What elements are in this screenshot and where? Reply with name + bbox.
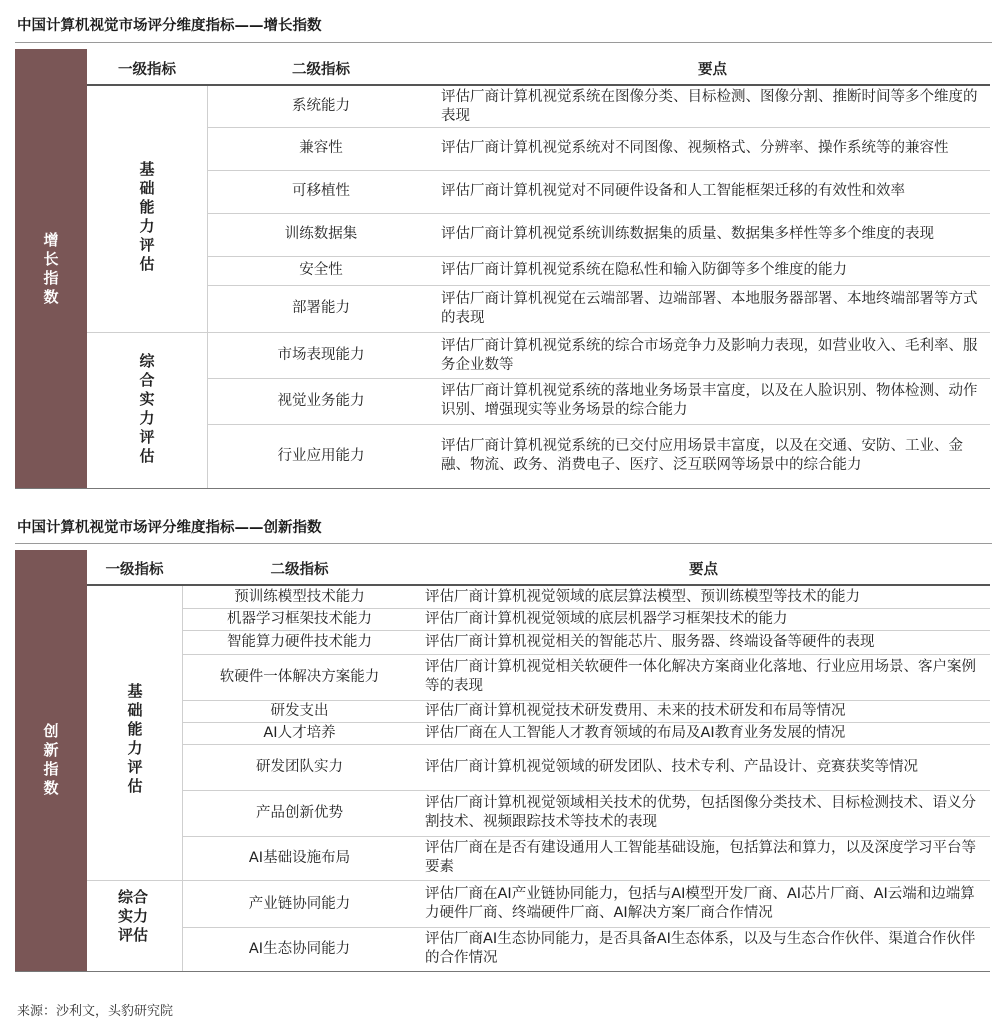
section1-row-3-desc — [441, 170, 986, 213]
section2-row-1-desc-text: 评估厂商计算机视觉领域的底层算法模型、预训练模型等技术的能力 — [425, 588, 860, 605]
section2-row-6-desc-text: 评估厂商在人工智能人才教育领域的布局及AI教育业务发展的情况 — [425, 724, 846, 741]
section2-row-5-desc — [425, 700, 985, 722]
section1-row-6-desc — [441, 285, 986, 332]
section1-row-3-name: 可移植性 — [292, 183, 350, 199]
section1-group-comprehensive: 综合实力评估 — [139, 352, 155, 465]
section1-bottom-rule — [15, 488, 990, 489]
section1-row-2-desc-text: 评估厂商计算机视觉系统对不同图像、视频格式、分辨率、操作系统等的兼容性 — [441, 140, 949, 156]
section2-row-7-desc-text: 评估厂商计算机视觉领域的研发团队、技术专利、产品设计、竞赛获奖等情况 — [425, 758, 918, 775]
section1-row-6-name: 部署能力 — [292, 300, 350, 316]
section1-row-1-name: 系统能力 — [292, 98, 350, 114]
section2-row-4-name: 软硬件一体解决方案能力 — [219, 668, 380, 685]
section1-row-4-desc-text: 评估厂商计算机视觉系统训练数据集的质量、数据集多样性等多个维度的表现 — [441, 226, 934, 242]
section2-row-9-desc — [425, 836, 985, 880]
section2-row-10-desc-text: 评估厂商在AI产业链协同能力，包括与AI模型开发厂商、AI芯片厂商、AI云端和边端算力硬件厂商、终端硬件厂商、AI解决方案厂商合作情况 — [425, 886, 975, 921]
section1-row-9-desc — [441, 424, 986, 488]
section1-header-level2: 二级指标 — [292, 62, 350, 78]
section2-index-band — [15, 550, 87, 971]
section1-row-7-desc-text: 评估厂商计算机视觉系统的综合市场竞争力及影响力表现，如营业收入、毛利率、服务企业数等 — [441, 337, 978, 373]
section2-row-5-desc-text: 评估厂商计算机视觉技术研发费用、未来的技术研发和布局等情况 — [425, 702, 846, 719]
section2-bottom-rule — [15, 971, 990, 972]
section2-row-1-desc — [425, 586, 985, 608]
section2-row-9-desc-text: 评估厂商在是否有建设通用人工智能基础设施，包括算法和算力，以及深度学习平台等要素 — [425, 840, 976, 875]
section2-row-8-name: 产品创新优势 — [256, 804, 343, 821]
section2-header-level1: 一级指标 — [105, 562, 164, 578]
section2-row-2-name: 机器学习框架技术能力 — [227, 610, 372, 627]
section2-row-6-desc — [425, 722, 985, 744]
section2-row-4-desc — [425, 654, 985, 700]
section2-row-10-desc — [425, 881, 985, 927]
section2-row-8-desc — [425, 790, 985, 836]
section2-row-7-desc — [425, 744, 985, 790]
section1-row-5-desc-text: 评估厂商计算机视觉系统在隐私性和输入防御等多个维度的能力 — [441, 262, 847, 278]
section1-title: 中国计算机视觉市场评分维度指标——增长指数 — [17, 18, 322, 34]
section1-index-band — [15, 49, 87, 488]
section1-row-8-desc-text: 评估厂商计算机视觉系统的落地业务场景丰富度，以及在人脸识别、物体检测、动作识别、增强现实等业务场景的综合能力 — [441, 383, 978, 418]
section2-row-10-name: 产业链协同能力 — [248, 895, 351, 912]
section2-row-7-name: 研发团队实力 — [256, 758, 343, 775]
section2-row-8-desc-text: 评估厂商计算机视觉领域相关技术的优势，包括图像分类技术、目标检测技术、语义分割技术、视频跟踪技术等技术的表现 — [425, 795, 976, 830]
section1-header-level1: 一级指标 — [118, 62, 176, 78]
section1-row-9-desc-text: 评估厂商计算机视觉系统的已交付应用场景丰富度，以及在交通、安防、工业、金融、物流、政务、消费电子、医疗、泛互联网等场景中的综合能力 — [441, 438, 963, 473]
section2-group-basic: 基础能力评估 — [127, 682, 143, 795]
section1-header-points: 要点 — [698, 62, 727, 78]
section1-row-3-desc-text: 评估厂商计算机视觉对不同硬件设备和人工智能框架迁移的有效性和效率 — [441, 183, 905, 199]
section1-row-1-desc — [441, 86, 986, 127]
section2-row-11-desc — [425, 927, 985, 971]
section2-row-9-name: AI基础设施布局 — [248, 849, 351, 866]
section2-row-2-desc-text: 评估厂商计算机视觉领域的底层机器学习框架技术的能力 — [425, 610, 788, 627]
section2-row-3-desc — [425, 630, 985, 654]
section1-index-label: 增长指数 — [43, 231, 59, 306]
section1-row-5-name: 安全性 — [299, 262, 343, 278]
section1-row-6-desc-text: 评估厂商计算机视觉在云端部署、边端部署、本地服务器部署、本地终端部署等方式的表现 — [441, 290, 978, 326]
section2-row-4-desc-text: 评估厂商计算机视觉相关软硬件一体化解决方案商业化落地、行业应用场景、客户案例等的表现 — [425, 659, 976, 694]
section2-row-11-desc-text: 评估厂商AI生态协同能力，是否具备AI生态体系，以及与生态合作伙伴、渠道合作伙伴的合作情况 — [425, 931, 976, 966]
source-footer: 来源：沙利文，头豹研究院 — [17, 1004, 174, 1019]
section1-row-4-name: 训练数据集 — [284, 226, 358, 242]
section2-row-6-name: AI人才培养 — [263, 724, 336, 741]
section2-row-1-name: 预训练模型技术能力 — [234, 588, 365, 605]
section1-group-basic: 基础能力评估 — [139, 160, 155, 273]
section2-title-rule — [15, 543, 992, 544]
section1-row-5-desc — [441, 256, 986, 285]
section2-group-comprehensive: 综合实力评估 — [117, 888, 148, 944]
section1-title-rule — [15, 42, 992, 43]
section2-row-2-desc — [425, 608, 985, 630]
section1-row-1-desc-text: 评估厂商计算机视觉系统在图像分类、目标检测、图像分割、推断时间等多个维度的表现 — [441, 88, 978, 124]
section2-header-points: 要点 — [689, 562, 718, 578]
section1-row-2-desc — [441, 127, 986, 170]
section2-row-3-name: 智能算力硬件技术能力 — [227, 633, 372, 650]
section1-row-7-desc — [441, 333, 986, 378]
section2-header-level2: 二级指标 — [270, 562, 329, 578]
section2-index-label: 创新指数 — [43, 722, 59, 797]
section2-row-11-name: AI生态协同能力 — [248, 940, 351, 957]
section1-row-7-name: 市场表现能力 — [277, 347, 365, 363]
section2-row-3-desc-text: 评估厂商计算机视觉相关的智能芯片、服务器、终端设备等硬件的表现 — [425, 633, 875, 650]
section1-row-8-name: 视觉业务能力 — [277, 392, 365, 409]
section1-row-4-desc — [441, 213, 986, 256]
section1-row-9-name: 行业应用能力 — [277, 447, 365, 464]
section1-row-8-desc — [441, 378, 986, 424]
section2-title: 中国计算机视觉市场评分维度指标——创新指数 — [17, 520, 322, 536]
section1-row-2-name: 兼容性 — [299, 140, 343, 156]
section2-row-5-name: 研发支出 — [270, 702, 329, 719]
